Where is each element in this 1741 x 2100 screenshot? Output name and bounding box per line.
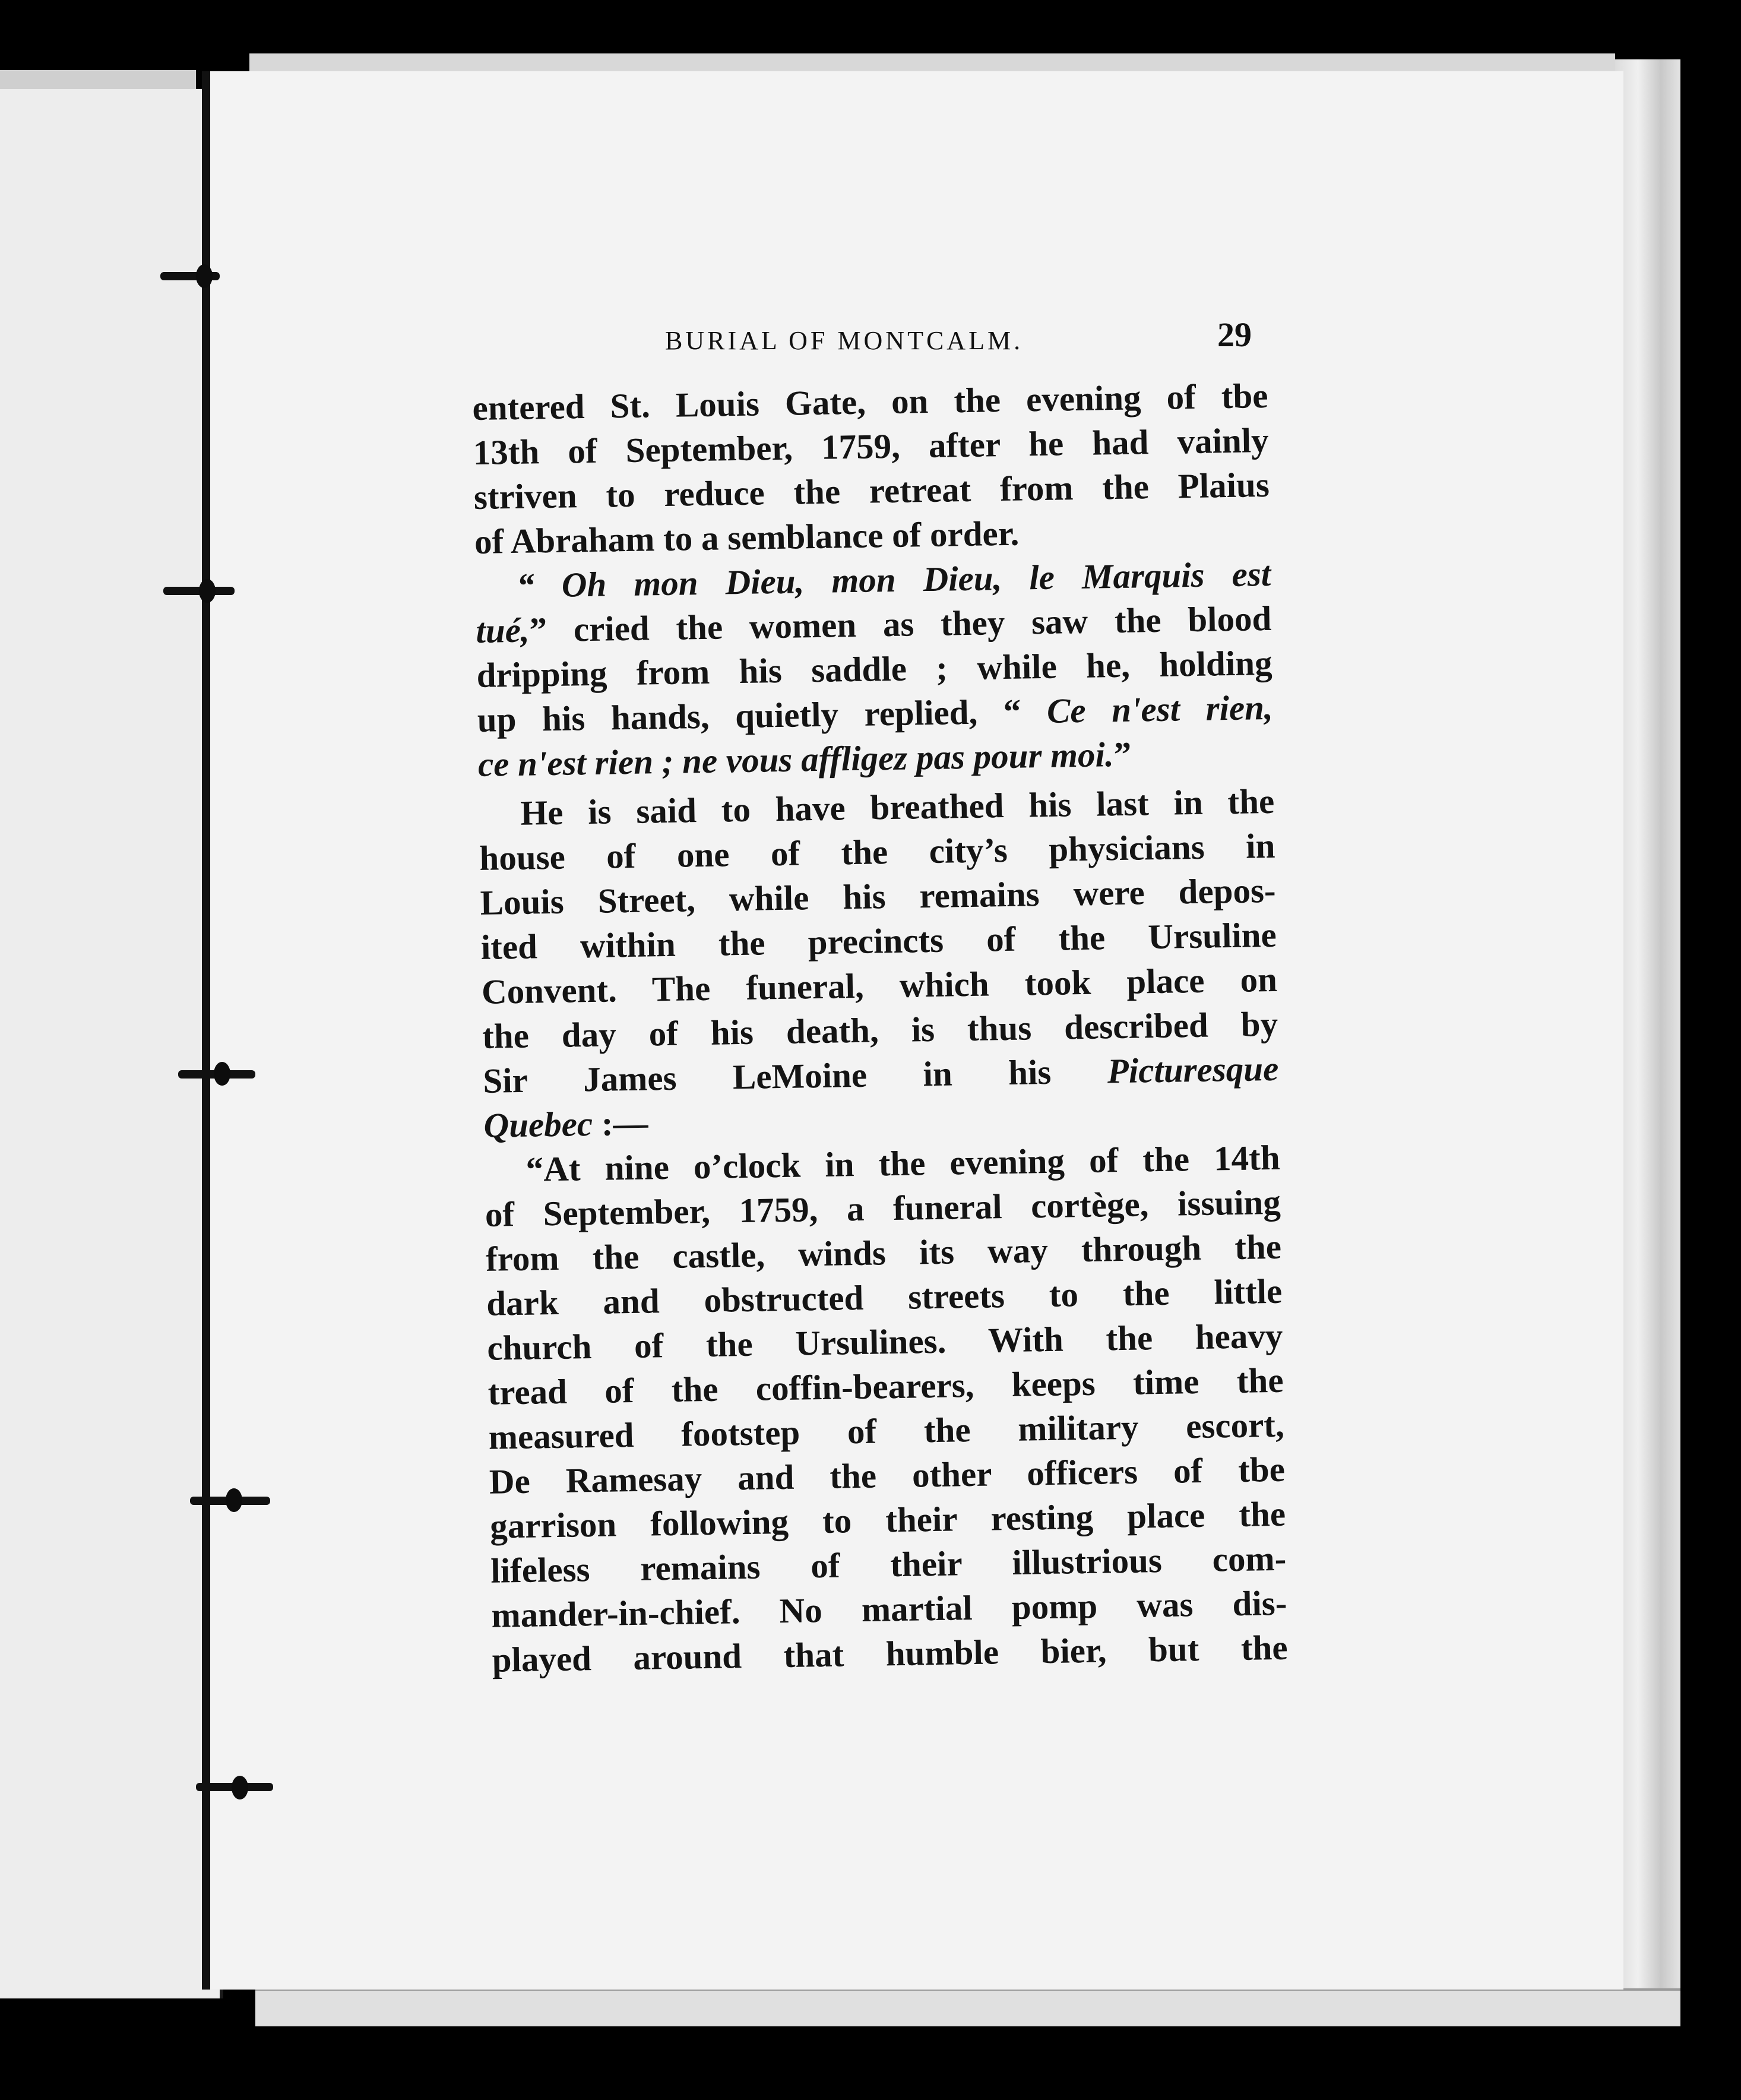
text-line: “ Oh mon Dieu, mon Dieu, le Marquis est xyxy=(516,554,1271,605)
text-line: ited within the precincts of the Ursuline xyxy=(480,915,1277,967)
text-line: Sir James LeMoine in his Picturesque xyxy=(482,1048,1279,1100)
binding-knot xyxy=(199,579,216,603)
binding-knot xyxy=(232,1776,248,1799)
text-line: church of the Ursulines. With the heavy xyxy=(486,1315,1283,1368)
text-line: played around that humble bier, but the xyxy=(492,1627,1289,1680)
binding-knot xyxy=(196,264,213,288)
binding-knot xyxy=(214,1062,230,1086)
text-line: Quebec :— xyxy=(483,1103,648,1145)
text-line: entered St. Louis Gate, on the evening of tbe xyxy=(472,375,1268,428)
text-line: house of one of the city’s physicians in xyxy=(479,826,1275,878)
page-edge-right xyxy=(1615,59,1680,1995)
text-line: striven to reduce the retreat from the Plaius xyxy=(473,464,1270,517)
page-edge-bottom xyxy=(255,1988,1680,2026)
page-number: 29 xyxy=(1217,315,1252,354)
text-line: He is said to have breathed his last in the xyxy=(520,781,1275,833)
facing-page xyxy=(0,89,223,1998)
text-line: mander-in-chief. No martial pomp was dis- xyxy=(490,1583,1287,1635)
text-line: De Ramesay and the other officers of tbe xyxy=(489,1449,1286,1501)
text-line: dark and obstructed streets to the little xyxy=(486,1271,1283,1323)
running-head: BURIAL OF MONTCALM. xyxy=(665,326,1024,355)
text-line: dripping from his saddle ; while he, holding xyxy=(476,643,1273,695)
binding-knot xyxy=(226,1488,242,1512)
text-line: Convent. The funeral, which took place on xyxy=(481,959,1278,1011)
text-line: measured footstep of the military escort, xyxy=(488,1405,1285,1457)
text-line: garrison following to their resting place the xyxy=(489,1494,1286,1546)
text-line: from the castle, winds its way through the xyxy=(485,1226,1282,1279)
text-line: tread of the coffin-bearers, keeps time the xyxy=(488,1360,1284,1412)
text-line: of September, 1759, a funeral cortège, issuing xyxy=(485,1182,1281,1234)
text-line: the day of his death, is thus described by xyxy=(482,1004,1278,1056)
text-line: ce n'est rien ; ne vous affligez pas pour moi.” xyxy=(477,734,1132,784)
body-text xyxy=(472,374,1288,1682)
text-line: up his hands, quietly replied, “ Ce n'est rien, xyxy=(477,687,1274,739)
text-line: lifeless remains of their illustrious com- xyxy=(490,1538,1287,1590)
text-line: tué,” cried the women as they saw the blood xyxy=(475,598,1272,650)
text-line: Louis Street, while his remains were depos- xyxy=(480,870,1277,922)
text-line: “At nine o’clock in the evening of the 14th xyxy=(526,1137,1281,1189)
text-line: of Abraham to a semblance of order. xyxy=(474,513,1020,561)
text-line: 13th of September, 1759, after he had vainly xyxy=(473,420,1270,472)
page-edge-top xyxy=(249,53,1615,72)
